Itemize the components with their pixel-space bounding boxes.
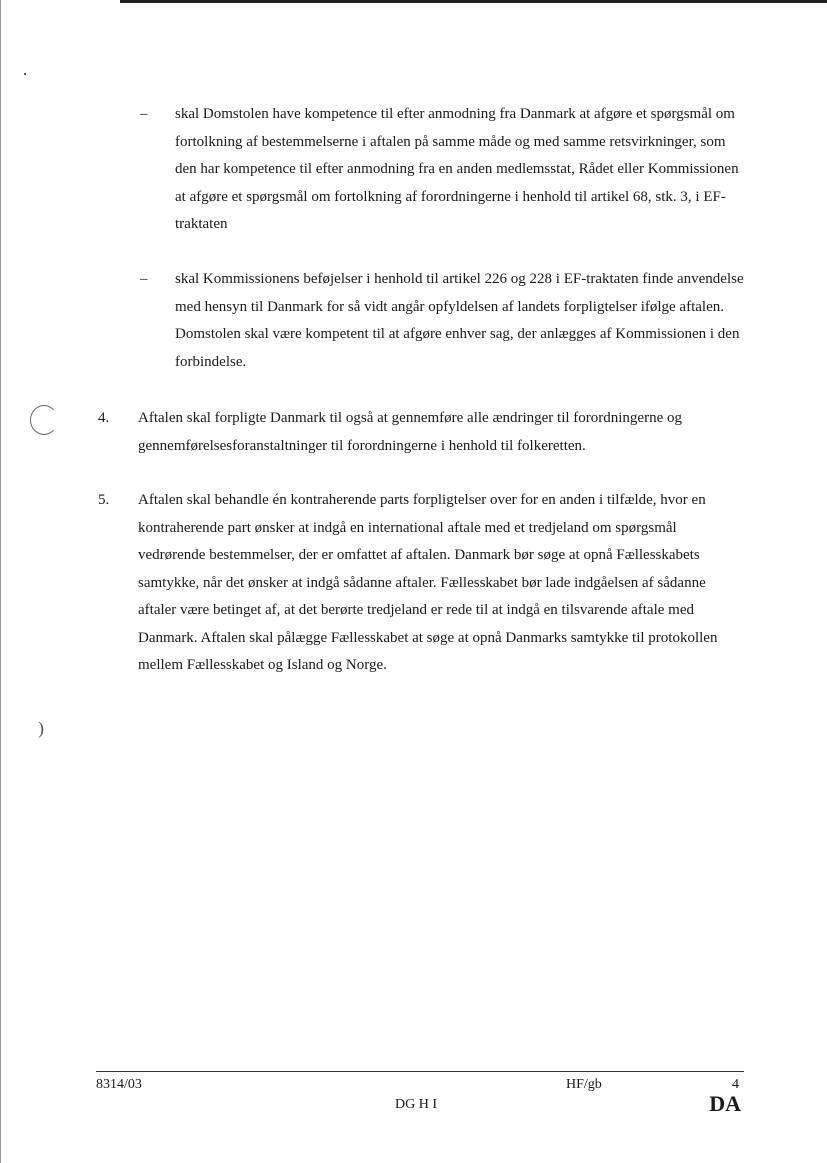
bullet-dash: – — [140, 271, 148, 287]
scan-left-edge — [0, 0, 1, 1163]
item-text: Aftalen skal behandle én kontraherende parts forpligtelser over for en anden i tilfælde, hvor en kontraherende part ønsker at indgå en international aftale med et tredjeland om spørgsmål vedrørende bestemmelser, der er omfattet af aftalen. Danmark bør søge at opnå Fællesskabets samtykke, når det ønsker at indgå sådanne aftaler. Fællesskabet bør lade indgåelsen af sådanne aftaler være betinget af, at det berørte tredjeland er rede til at indgå en tilsvarende aftale med Danmark. Aftalen skal pålægge Fællesskabet at søge at opnå Danmarks samtykke til protokollen mellem Fællesskabet og Island og Norge. — [138, 492, 718, 673]
footer-rule — [96, 1071, 744, 1072]
punch-hole-mark — [30, 405, 58, 435]
bullet-dash: – — [140, 106, 148, 122]
footer-initials: HF/gb — [566, 1077, 602, 1092]
scan-speck — [24, 73, 26, 75]
numbered-item-5 — [98, 487, 745, 680]
item-number: 4. — [98, 410, 110, 426]
top-rule — [120, 0, 827, 3]
item-text: Aftalen skal forpligte Danmark til også at gennemføre alle ændringer til forordningerne og gennemførelsesforanstaltninger til forordningerne i henhold til folkeretten. — [138, 410, 682, 454]
bullet-text: skal Domstolen have kompetence til efter anmodning fra Danmark at afgøre et spørgsmål om fortolkning af bestemmelserne i aftalen på samme måde og med samme retsvirkninger, som den har kompetence til efter anmodning fra en anden medlemsstat, Rådet eller Kommissionen at afgøre et spørgsmål om fortolkning af forordningerne i henhold til artikel 68, stk. 3, i EF-traktaten — [175, 106, 739, 232]
footer-directorate: DG H I — [395, 1097, 437, 1112]
bullet-text: skal Kommissionens beføjelser i henhold til artikel 226 og 228 i EF-traktaten finde anvendelse med hensyn til Danmark for så vidt angår opfyldelsen af landets forpligtelser ifølge aftalen. Domstolen skal være kompetent til at afgøre enhver sag, der anlægges af Kommissionen i den forbindelse. — [175, 271, 744, 370]
footer-language: DA — [709, 1091, 741, 1116]
bullet-item-court-competence — [140, 101, 745, 239]
item-number: 5. — [98, 492, 110, 508]
bullet-item-commission-powers — [140, 266, 745, 376]
footer-doc-number: 8314/03 — [96, 1077, 142, 1092]
footer-page-number: 4 — [732, 1077, 739, 1092]
numbered-item-4 — [98, 405, 745, 460]
scan-mark: ) — [38, 718, 44, 738]
